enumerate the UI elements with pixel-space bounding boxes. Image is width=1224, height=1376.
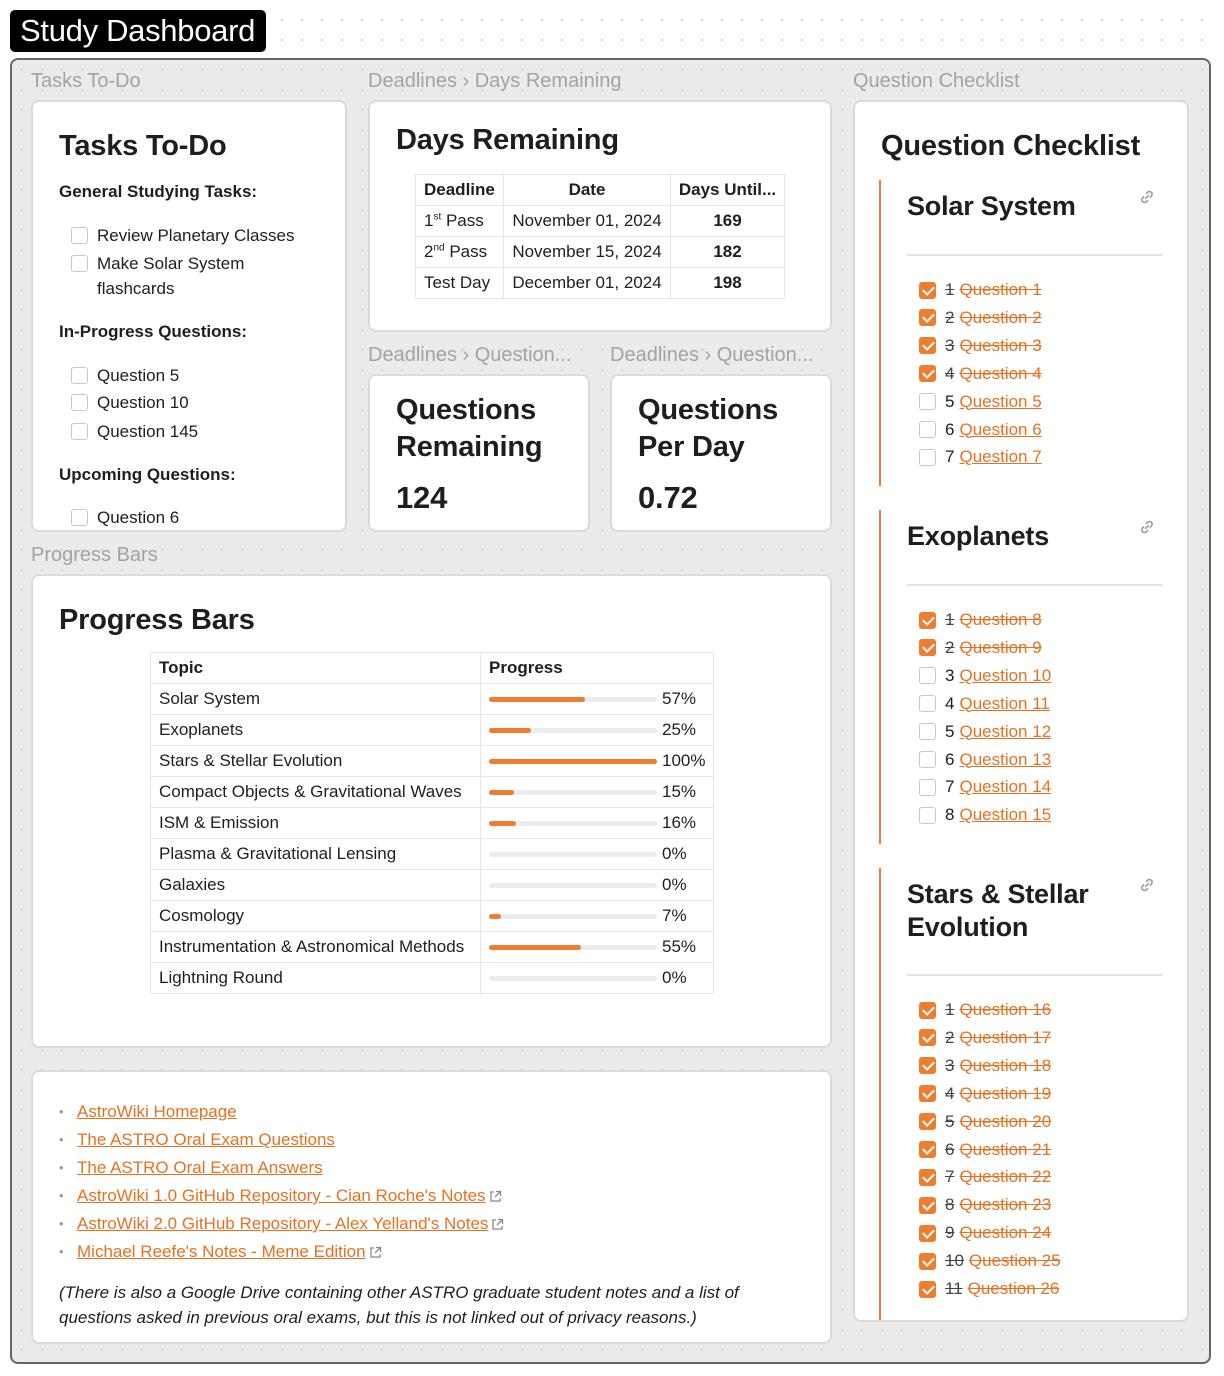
checklist-item[interactable] bbox=[919, 691, 1050, 717]
checklist-item[interactable] bbox=[919, 1053, 1051, 1079]
question-checkbox[interactable] bbox=[919, 365, 936, 382]
checklist-item[interactable] bbox=[919, 277, 1042, 303]
question-checkbox[interactable] bbox=[919, 695, 936, 712]
question-link[interactable]: Question 9 bbox=[959, 637, 1042, 657]
resource-link[interactable]: Michael Reefe's Notes - Meme Edition bbox=[77, 1242, 366, 1261]
task-item[interactable] bbox=[71, 390, 189, 415]
section-divider bbox=[907, 584, 1163, 586]
checklist-section-heading: Solar System bbox=[907, 191, 1076, 221]
progress-percent: 57% bbox=[662, 689, 697, 709]
section-label-questions-remaining: Deadlines › Question... bbox=[368, 344, 572, 366]
question-number: 5 bbox=[945, 391, 955, 411]
checklist-section-heading: Exoplanets bbox=[907, 521, 1050, 551]
resource-link[interactable]: AstroWiki 2.0 GitHub Repository - Alex Yelland's Notes bbox=[77, 1214, 489, 1233]
task-checkbox[interactable] bbox=[71, 367, 88, 384]
question-checklist-card bbox=[853, 100, 1189, 1322]
dashboard-title: Study Dashboard bbox=[10, 10, 266, 52]
topic-cell: Stars & Stellar Evolution bbox=[151, 746, 481, 777]
question-link[interactable]: Question 18 bbox=[959, 1055, 1052, 1075]
question-number: 6 bbox=[945, 419, 955, 439]
checklist-item[interactable] bbox=[919, 1081, 1051, 1107]
question-number: 4 bbox=[945, 1083, 955, 1103]
table-row bbox=[151, 963, 714, 994]
resource-link[interactable]: AstroWiki Homepage bbox=[77, 1102, 237, 1121]
question-checkbox[interactable] bbox=[919, 1225, 936, 1242]
days-cell: 182 bbox=[671, 237, 785, 268]
link-list-item bbox=[59, 1210, 504, 1238]
question-number: 6 bbox=[945, 1139, 955, 1159]
task-checkbox[interactable] bbox=[71, 394, 88, 411]
bullet-icon: • bbox=[59, 1188, 64, 1203]
checklist-item[interactable] bbox=[919, 719, 1051, 745]
question-number: 4 bbox=[945, 363, 955, 383]
table-row bbox=[151, 684, 714, 715]
question-checkbox[interactable] bbox=[919, 639, 936, 656]
checklist-item[interactable] bbox=[919, 1248, 1061, 1274]
questions-per-day-title: Questions Per Day bbox=[638, 394, 778, 463]
checklist-item[interactable] bbox=[919, 1025, 1051, 1051]
question-number: 9 bbox=[945, 1223, 955, 1243]
checklist-item[interactable] bbox=[919, 1137, 1051, 1163]
table-row bbox=[151, 839, 714, 870]
days-remaining-card bbox=[368, 100, 832, 332]
section-label-questions-per-day: Deadlines › Question... bbox=[610, 344, 814, 366]
progress-bar-fill bbox=[489, 790, 514, 795]
topic-cell: Instrumentation & Astronomical Methods bbox=[151, 932, 481, 963]
checklist-item[interactable] bbox=[919, 997, 1051, 1023]
bullet-icon: • bbox=[59, 1132, 64, 1147]
question-checkbox[interactable] bbox=[919, 1253, 936, 1270]
checklist-item[interactable] bbox=[919, 1192, 1051, 1218]
progress-percent: 7% bbox=[662, 906, 687, 926]
progress-cell bbox=[481, 777, 714, 808]
deadline-cell: 1st Pass bbox=[416, 206, 504, 237]
bullet-icon: • bbox=[59, 1104, 64, 1119]
tasks-title: Tasks To-Do bbox=[59, 130, 227, 162]
table-header: Date bbox=[504, 175, 671, 206]
days-cell: 169 bbox=[671, 206, 785, 237]
question-checkbox[interactable] bbox=[919, 1029, 936, 1046]
question-number: 3 bbox=[945, 1055, 955, 1075]
table-row bbox=[416, 206, 785, 237]
question-link[interactable]: Question 24 bbox=[959, 1223, 1052, 1243]
question-checkbox[interactable] bbox=[919, 1085, 936, 1102]
days-cell: 198 bbox=[671, 268, 785, 299]
checklist-section-heading: Stars & Stellar Evolution bbox=[907, 879, 1089, 942]
section-label-tasks: Tasks To-Do bbox=[31, 70, 141, 92]
question-checkbox[interactable] bbox=[919, 751, 936, 768]
task-checkbox[interactable] bbox=[71, 227, 88, 244]
progress-cell bbox=[481, 839, 714, 870]
question-checkbox[interactable] bbox=[919, 723, 936, 740]
question-number: 1 bbox=[945, 610, 955, 629]
progress-cell bbox=[481, 684, 714, 715]
question-link[interactable]: Question 17 bbox=[959, 1027, 1052, 1047]
question-checkbox[interactable] bbox=[919, 1281, 936, 1298]
topic-cell: ISM & Emission bbox=[151, 808, 481, 839]
question-checkbox[interactable] bbox=[919, 309, 936, 326]
table-row bbox=[151, 715, 714, 746]
question-link[interactable]: Question 5 bbox=[959, 391, 1042, 411]
topic-cell: Lightning Round bbox=[151, 963, 481, 994]
resource-link[interactable]: The ASTRO Oral Exam Answers bbox=[77, 1158, 323, 1177]
task-label: Question 6 bbox=[97, 508, 180, 527]
question-link[interactable]: Question 25 bbox=[968, 1251, 1061, 1271]
questions-per-day-value: 0.72 bbox=[638, 480, 698, 515]
bullet-icon: • bbox=[59, 1216, 64, 1231]
progress-percent: 16% bbox=[662, 813, 697, 833]
progress-bar-fill bbox=[489, 914, 501, 919]
checklist-section bbox=[879, 180, 1163, 486]
task-label: Review Planetary Classes bbox=[97, 226, 295, 245]
progress-cell bbox=[481, 715, 714, 746]
checklist-item[interactable] bbox=[919, 1220, 1051, 1246]
question-number: 2 bbox=[945, 307, 955, 327]
section-label-progress: Progress Bars bbox=[31, 544, 158, 566]
date-cell: November 01, 2024 bbox=[504, 206, 671, 237]
question-checkbox[interactable] bbox=[919, 1141, 936, 1158]
progress-title: Progress Bars bbox=[59, 604, 255, 636]
link-list-item bbox=[59, 1154, 504, 1182]
external-link-icon bbox=[369, 1246, 382, 1259]
link-list-item bbox=[59, 1126, 504, 1154]
questions-remaining-title: Questions Remaining bbox=[396, 394, 543, 463]
table-row bbox=[151, 932, 714, 963]
question-link[interactable]: Question 7 bbox=[959, 447, 1042, 467]
task-checkbox[interactable] bbox=[71, 509, 88, 526]
question-number: 1 bbox=[945, 1000, 955, 1019]
date-cell: November 15, 2024 bbox=[504, 237, 671, 268]
checklist-item[interactable] bbox=[919, 305, 1042, 331]
progress-percent: 55% bbox=[662, 937, 697, 957]
question-number: 2 bbox=[945, 1027, 955, 1047]
progress-cell bbox=[481, 808, 714, 839]
table-header: Progress bbox=[481, 653, 714, 684]
question-link[interactable]: Question 6 bbox=[959, 419, 1042, 439]
progress-bar bbox=[489, 852, 657, 857]
question-checkbox[interactable] bbox=[919, 1113, 936, 1130]
question-number: 6 bbox=[945, 749, 955, 769]
question-number: 8 bbox=[945, 1195, 955, 1215]
task-label: Question 5 bbox=[97, 366, 180, 385]
progress-percent: 0% bbox=[662, 844, 687, 864]
question-number: 5 bbox=[945, 1111, 955, 1131]
progress-card bbox=[31, 574, 832, 1048]
checklist-section bbox=[879, 510, 1163, 844]
checklist-item[interactable] bbox=[919, 417, 1042, 443]
checklist-item[interactable] bbox=[919, 802, 1051, 828]
question-link[interactable]: Question 14 bbox=[959, 777, 1052, 797]
table-row bbox=[151, 808, 714, 839]
question-link[interactable]: Question 23 bbox=[959, 1195, 1052, 1215]
question-link[interactable]: Question 19 bbox=[959, 1083, 1052, 1103]
privacy-note: (There is also a Google Drive containing other ASTRO graduate student notes and a list of questions asked in previous oral exams, but this is not linked out of privacy reasons.) bbox=[59, 1283, 739, 1327]
table-row bbox=[151, 870, 714, 901]
progress-bar-fill bbox=[489, 945, 581, 950]
question-link[interactable]: Question 8 bbox=[959, 610, 1042, 629]
task-label: Make Solar System flashcards bbox=[97, 254, 245, 298]
task-group-heading: General Studying Tasks: bbox=[59, 182, 258, 201]
tasks-card bbox=[31, 100, 347, 532]
task-group-heading: Upcoming Questions: bbox=[59, 465, 236, 484]
question-number: 7 bbox=[945, 777, 955, 797]
progress-percent: 0% bbox=[662, 968, 687, 988]
question-link[interactable]: Question 22 bbox=[959, 1167, 1052, 1187]
checklist-item[interactable] bbox=[919, 663, 1051, 689]
checklist-item[interactable] bbox=[919, 1109, 1051, 1135]
table-header: Deadline bbox=[416, 175, 504, 206]
progress-bar bbox=[489, 914, 657, 919]
questions-per-day-card bbox=[610, 374, 832, 532]
bullet-icon: • bbox=[59, 1244, 64, 1259]
question-link[interactable]: Question 15 bbox=[959, 805, 1052, 825]
section-label-checklist: Question Checklist bbox=[853, 70, 1020, 92]
link-list-item bbox=[59, 1098, 504, 1126]
checklist-item[interactable] bbox=[919, 333, 1042, 359]
question-number: 8 bbox=[945, 805, 955, 825]
question-checkbox[interactable] bbox=[919, 282, 936, 299]
table-row bbox=[151, 901, 714, 932]
progress-bar-fill bbox=[489, 821, 516, 826]
question-number: 10 bbox=[945, 1251, 964, 1271]
dashboard-frame bbox=[10, 58, 1211, 1364]
progress-bar-fill bbox=[489, 697, 585, 702]
deadlines-table bbox=[415, 174, 785, 299]
days-remaining-title: Days Remaining bbox=[396, 124, 619, 156]
question-number: 3 bbox=[945, 335, 955, 355]
question-checkbox[interactable] bbox=[919, 393, 936, 410]
section-label-deadlines: Deadlines › Days Remaining bbox=[368, 70, 622, 92]
question-number: 4 bbox=[945, 693, 955, 713]
external-link-icon bbox=[491, 1218, 504, 1231]
link-icon[interactable] bbox=[1139, 519, 1155, 535]
question-link[interactable]: Question 1 bbox=[959, 280, 1042, 299]
progress-table bbox=[150, 652, 714, 994]
checklist-item[interactable] bbox=[919, 635, 1042, 661]
progress-cell bbox=[481, 901, 714, 932]
question-link[interactable]: Question 11 bbox=[959, 693, 1050, 713]
table-row bbox=[416, 268, 785, 299]
canvas-dot-background bbox=[272, 10, 1214, 54]
progress-bar bbox=[489, 697, 657, 702]
progress-bar bbox=[489, 821, 657, 826]
task-item[interactable] bbox=[71, 223, 331, 248]
question-link[interactable]: Question 16 bbox=[959, 1000, 1052, 1019]
bullet-icon: • bbox=[59, 1160, 64, 1175]
question-link[interactable]: Question 10 bbox=[959, 665, 1052, 685]
question-link[interactable]: Question 3 bbox=[959, 335, 1042, 355]
task-item[interactable] bbox=[71, 505, 179, 530]
progress-cell bbox=[481, 932, 714, 963]
question-link[interactable]: Question 13 bbox=[959, 749, 1052, 769]
progress-bar bbox=[489, 759, 657, 764]
deadline-cell: 2nd Pass bbox=[416, 237, 504, 268]
checklist-item[interactable] bbox=[919, 389, 1042, 415]
checklist-title: Question Checklist bbox=[881, 130, 1141, 162]
checklist-item[interactable] bbox=[919, 1276, 1059, 1302]
question-number: 5 bbox=[945, 721, 955, 741]
link-icon[interactable] bbox=[1139, 189, 1155, 205]
progress-bar bbox=[489, 883, 657, 888]
task-item[interactable] bbox=[71, 251, 271, 301]
question-checkbox[interactable] bbox=[919, 779, 936, 796]
section-divider bbox=[907, 254, 1163, 256]
table-row bbox=[151, 777, 714, 808]
question-checkbox[interactable] bbox=[919, 421, 936, 438]
question-checkbox[interactable] bbox=[919, 449, 936, 466]
progress-cell bbox=[481, 870, 714, 901]
question-checkbox[interactable] bbox=[919, 1057, 936, 1074]
question-checkbox[interactable] bbox=[919, 1169, 936, 1186]
progress-bar bbox=[489, 945, 657, 950]
checklist-item[interactable] bbox=[919, 607, 1042, 633]
question-checkbox[interactable] bbox=[919, 337, 936, 354]
checklist-item[interactable] bbox=[919, 774, 1051, 800]
topic-cell: Solar System bbox=[151, 684, 481, 715]
question-link[interactable]: Question 2 bbox=[959, 307, 1042, 327]
checklist-item[interactable] bbox=[919, 361, 1042, 387]
checklist-section bbox=[879, 868, 1163, 1322]
table-header: Topic bbox=[151, 653, 481, 684]
progress-bar bbox=[489, 976, 657, 981]
checklist-item[interactable] bbox=[919, 747, 1051, 773]
question-checkbox[interactable] bbox=[919, 1197, 936, 1214]
progress-bar-fill bbox=[489, 728, 531, 733]
links-card bbox=[31, 1070, 832, 1344]
task-item[interactable] bbox=[71, 363, 179, 388]
topic-cell: Compact Objects & Gravitational Waves bbox=[151, 777, 481, 808]
progress-cell bbox=[481, 746, 714, 777]
topic-cell: Cosmology bbox=[151, 901, 481, 932]
question-number: 11 bbox=[945, 1279, 963, 1298]
topic-cell: Plasma & Gravitational Lensing bbox=[151, 839, 481, 870]
external-link-icon bbox=[489, 1190, 502, 1203]
question-link[interactable]: Question 4 bbox=[959, 363, 1042, 383]
question-number: 2 bbox=[945, 637, 955, 657]
progress-percent: 25% bbox=[662, 720, 697, 740]
task-checkbox[interactable] bbox=[71, 255, 88, 272]
progress-bar bbox=[489, 728, 657, 733]
link-list-item bbox=[59, 1182, 504, 1210]
question-number: 3 bbox=[945, 665, 955, 685]
resource-link[interactable]: The ASTRO Oral Exam Questions bbox=[77, 1130, 335, 1149]
task-label: Question 145 bbox=[97, 422, 199, 441]
question-link[interactable]: Question 20 bbox=[959, 1111, 1052, 1131]
task-item[interactable] bbox=[71, 419, 198, 444]
question-link[interactable]: Question 26 bbox=[967, 1279, 1060, 1298]
table-row bbox=[416, 237, 785, 268]
checklist-item[interactable] bbox=[919, 444, 1042, 470]
task-group-heading: In-Progress Questions: bbox=[59, 322, 247, 341]
progress-cell bbox=[481, 963, 714, 994]
questions-remaining-value: 124 bbox=[396, 480, 448, 515]
progress-bar-fill bbox=[489, 759, 657, 764]
table-row bbox=[151, 746, 714, 777]
question-checkbox[interactable] bbox=[919, 612, 936, 629]
progress-percent: 100% bbox=[662, 751, 706, 771]
resource-link[interactable]: AstroWiki 1.0 GitHub Repository - Cian Roche's Notes bbox=[77, 1186, 486, 1205]
deadline-cell: Test Day bbox=[416, 268, 504, 299]
question-checkbox[interactable] bbox=[919, 1002, 936, 1019]
question-link[interactable]: Question 12 bbox=[959, 721, 1052, 741]
task-checkbox[interactable] bbox=[71, 423, 88, 440]
topic-cell: Exoplanets bbox=[151, 715, 481, 746]
question-number: 1 bbox=[945, 280, 955, 299]
task-label: Question 10 bbox=[97, 393, 189, 412]
link-icon[interactable] bbox=[1139, 877, 1155, 893]
section-divider bbox=[907, 974, 1163, 976]
question-number: 7 bbox=[945, 447, 955, 467]
progress-bar bbox=[489, 790, 657, 795]
date-cell: December 01, 2024 bbox=[504, 268, 671, 299]
question-number: 7 bbox=[945, 1167, 955, 1187]
topic-cell: Galaxies bbox=[151, 870, 481, 901]
questions-remaining-card bbox=[368, 374, 590, 532]
table-header: Days Until... bbox=[671, 175, 785, 206]
progress-percent: 15% bbox=[662, 782, 697, 802]
link-list-item bbox=[59, 1238, 504, 1266]
question-checkbox[interactable] bbox=[919, 667, 936, 684]
question-link[interactable]: Question 21 bbox=[959, 1139, 1052, 1159]
question-checkbox[interactable] bbox=[919, 807, 936, 824]
checklist-item[interactable] bbox=[919, 1164, 1051, 1190]
progress-percent: 0% bbox=[662, 875, 687, 895]
